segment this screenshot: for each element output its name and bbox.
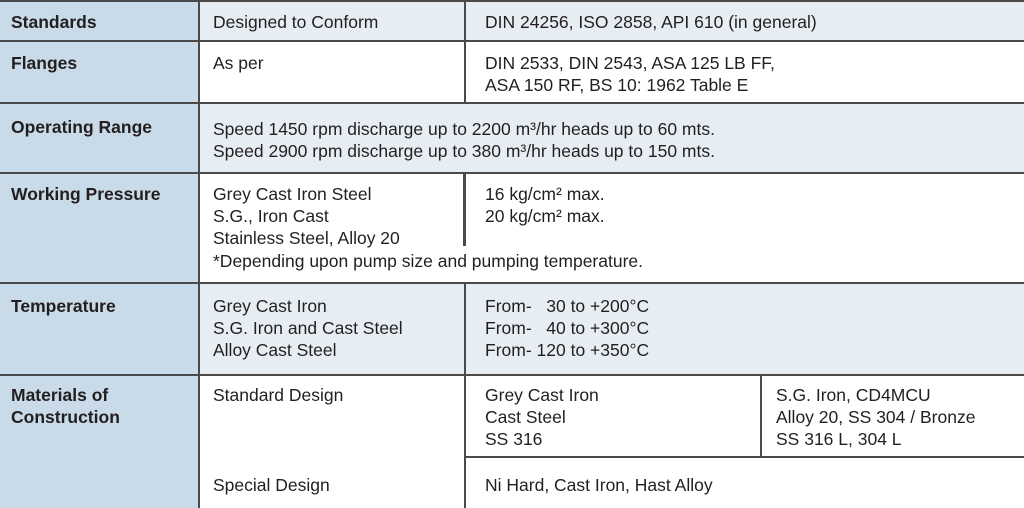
row-header-operating-range: Operating Range — [0, 104, 200, 172]
materials-standard-col2-line-1: Grey Cast Iron — [485, 385, 599, 405]
standards-col2: DIN 24256, ISO 2858, API 610 (in general) — [485, 12, 817, 32]
materials-label-line-1: Materials of — [11, 385, 109, 405]
row-header-standards: Standards — [0, 2, 200, 40]
materials-standard-col3-line-2: Alloy 20, SS 304 / Bronze — [776, 407, 976, 427]
materials-special-label: Special Design — [213, 475, 330, 495]
materials-standard-col2-line-3: SS 316 — [485, 429, 543, 449]
temperature-range-1: From- 30 to +200°C — [485, 296, 650, 316]
materials-standard-col3 — [762, 376, 1024, 456]
working-pressure-value-2: 20 kg/cm² max. — [485, 206, 605, 226]
materials-standard-col3-line-3: SS 316 L, 304 L — [776, 429, 902, 449]
temperature-ranges — [466, 284, 1024, 374]
operating-range-text — [200, 104, 1024, 172]
row-temperature — [0, 284, 1024, 376]
standards-col1: Designed to Conform — [213, 12, 379, 32]
temperature-material-2: S.G. Iron and Cast Steel — [213, 318, 403, 338]
temperature-materials — [200, 284, 465, 374]
flanges-line-2: ASA 150 RF, BS 10: 1962 Table E — [485, 75, 749, 95]
materials-standard-label: Standard Design — [213, 385, 344, 405]
working-pressure-material-3: Stainless Steel, Alloy 20 — [213, 228, 400, 248]
row-working-pressure — [0, 174, 1024, 284]
materials-standard-col2-line-2: Cast Steel — [485, 407, 566, 427]
temperature-range-3: From- 120 to +350°C — [485, 340, 650, 360]
flanges-col1: As per — [213, 53, 264, 73]
row-header-flanges: Flanges — [0, 42, 200, 102]
materials-special-col2: Ni Hard, Cast Iron, Hast Alloy — [485, 475, 713, 495]
row-standards — [0, 0, 1024, 42]
materials-standard-col3-line-1: S.G. Iron, CD4MCU — [776, 385, 931, 405]
materials-standard-col2 — [466, 376, 761, 456]
temperature-material-1: Grey Cast Iron — [213, 296, 327, 316]
temperature-material-3: Alloy Cast Steel — [213, 340, 337, 360]
working-pressure-material-1: Grey Cast Iron Steel — [213, 184, 372, 204]
row-header-working-pressure: Working Pressure — [0, 174, 200, 282]
flanges-line-1: DIN 2533, DIN 2543, ASA 125 LB FF, — [485, 53, 775, 73]
flanges-col2 — [466, 42, 1024, 102]
working-pressure-value-1: 16 kg/cm² max. — [485, 184, 605, 204]
row-materials — [0, 376, 1024, 508]
row-flanges — [0, 42, 1024, 104]
operating-range-line-1: Speed 1450 rpm discharge up to 2200 m³/hr heads up to 60 mts. — [213, 119, 715, 139]
row-operating-range — [0, 104, 1024, 174]
temperature-range-2: From- 40 to +300°C — [485, 318, 650, 338]
working-pressure-note: *Depending upon pump size and pumping temperature. — [213, 251, 644, 271]
operating-range-line-2: Speed 2900 rpm discharge up to 380 m³/hr heads up to 150 mts. — [213, 141, 715, 161]
row-header-materials — [0, 376, 200, 508]
row-header-temperature: Temperature — [0, 284, 200, 374]
working-pressure-material-2: S.G., Iron Cast — [213, 206, 329, 226]
materials-label-line-2: Construction — [11, 407, 120, 427]
